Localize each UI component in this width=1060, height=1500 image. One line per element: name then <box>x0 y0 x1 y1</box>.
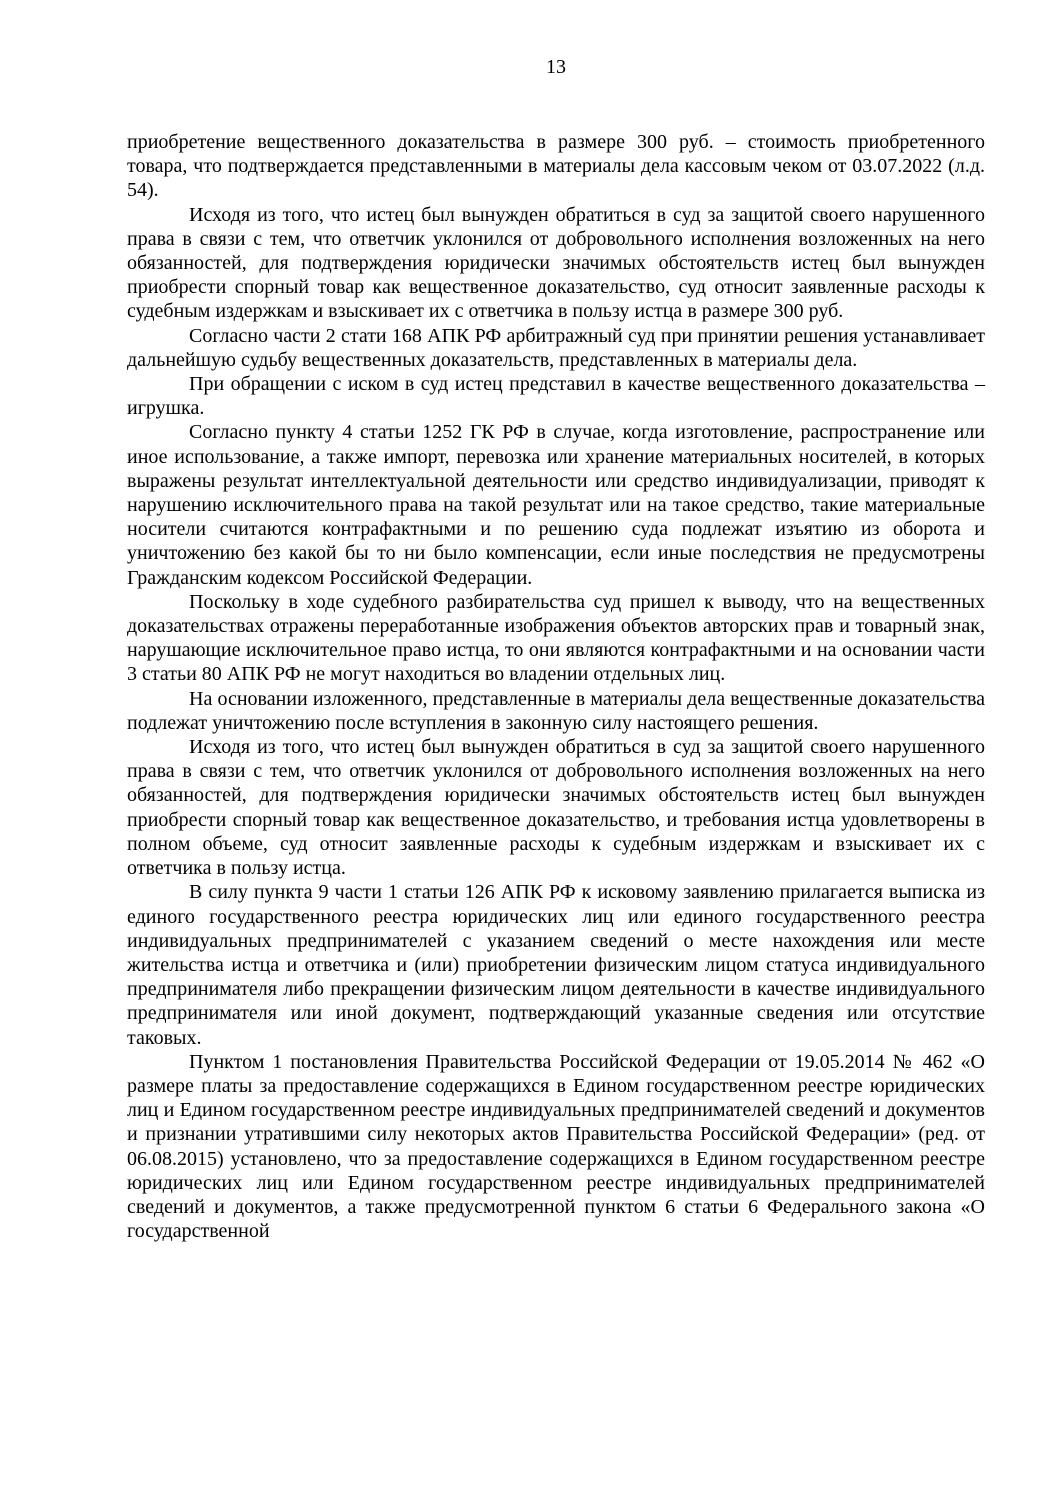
document-body <box>127 130 985 1243</box>
paragraph: На основании изложенного, представленные в материалы дела вещественные доказательства подлежат уничтожению после вступления в законную силу настоящего решения. <box>127 687 985 734</box>
paragraph: При обращении с иском в суд истец представил в качестве вещественного доказательства – игрушка. <box>127 373 985 420</box>
paragraph-runs-to-next-page: Пунктом 1 постановления Правительства Российской Федерации от 19.05.2014 № 462 «О размере платы за предоставление содержащихся в Едином государственном реестре юридических лиц и Едином государственном реестре индивидуальных предпринимателей сведений и документов и признании утратившими силу некоторых актов Правительства Российской Федерации» (ред. от 06.08.2015) установлено, что за предоставление содержащихся в Едином государственном реестре юридических лиц или Едином государственном реестре индивидуальных предпринимателей сведений и документов, а также предусмотренной пунктом 6 статьи 6 Федерального закона «О государственной <box>127 1050 985 1243</box>
paragraph: В силу пункта 9 части 1 статьи 126 АПК РФ к исковому заявлению прилагается выписка из единого государственного реестра юридических лиц или единого государственного реестра индивидуальных предпринимателей с указанием сведений о месте нахождения или месте жительства истца и ответчика и (или) приобретении физическим лицом статуса индивидуального предпринимателя либо прекращении физическим лицом деятельности в качестве индивидуального предпринимателя или иной документ, подтверждающий указанные сведения или отсутствие таковых. <box>127 881 985 1049</box>
paragraph: Поскольку в ходе судебного разбирательства суд пришел к выводу, что на вещественных доказательствах отражены переработанные изображения объектов авторских прав и товарный знак, нарушающие исключительное право истца, то они являются контрафактными и на основании части 3 статьи 80 АПК РФ не могут находиться во владении отдельных лиц. <box>127 590 985 686</box>
page-number: 13 <box>546 56 566 78</box>
paragraph: Исходя из того, что истец был вынужден обратиться в суд за защитой своего нарушенного права в связи с тем, что ответчик уклонился от добровольного исполнения возложенных на него обязанностей, для подтверждения юридически значимых обстоятельств истец был вынужден приобрести спорный товар как вещественное доказательство, суд относит заявленные расходы к судебным издержкам и взыскивает их с ответчика в пользу истца в размере 300 руб. <box>127 203 985 323</box>
paragraph-continuation: приобретение вещественного доказательства в размере 300 руб. – стоимость приобретенного товара, что подтверждается представленными в материалы дела кассовым чеком от 03.07.2022 (л.д. 54). <box>127 131 985 202</box>
paragraph: Согласно части 2 стати 168 АПК РФ арбитражный суд при принятии решения устанавливает дальнейшую судьбу вещественных доказательств, представленных в материалы дела. <box>127 324 985 371</box>
paragraph: Исходя из того, что истец был вынужден обратиться в суд за защитой своего нарушенного права в связи с тем, что ответчик уклонился от добровольного исполнения возложенных на него обязанностей, для подтверждения юридически значимых обстоятельств истец был вынужден приобрести спорный товар как вещественное доказательство, и требования истца удовлетворены в полном объеме, суд относит заявленные расходы к судебным издержкам и взыскивает их с ответчика в пользу истца. <box>127 736 985 880</box>
paragraph: Согласно пункту 4 статьи 1252 ГК РФ в случае, когда изготовление, распространение или иное использование, а также импорт, перевозка или хранение материальных носителей, в которых выражены результат интеллектуальной деятельности или средство индивидуализации, приводят к нарушению исключительного права на такой результат или на такое средство, такие материальные носители считаются контрафактными и по решению суда подлежат изъятию из оборота и уничтожению без какой бы то ни было компенсации, если иные последствия не предусмотрены Гражданским кодексом Российской Федерации. <box>127 421 985 589</box>
